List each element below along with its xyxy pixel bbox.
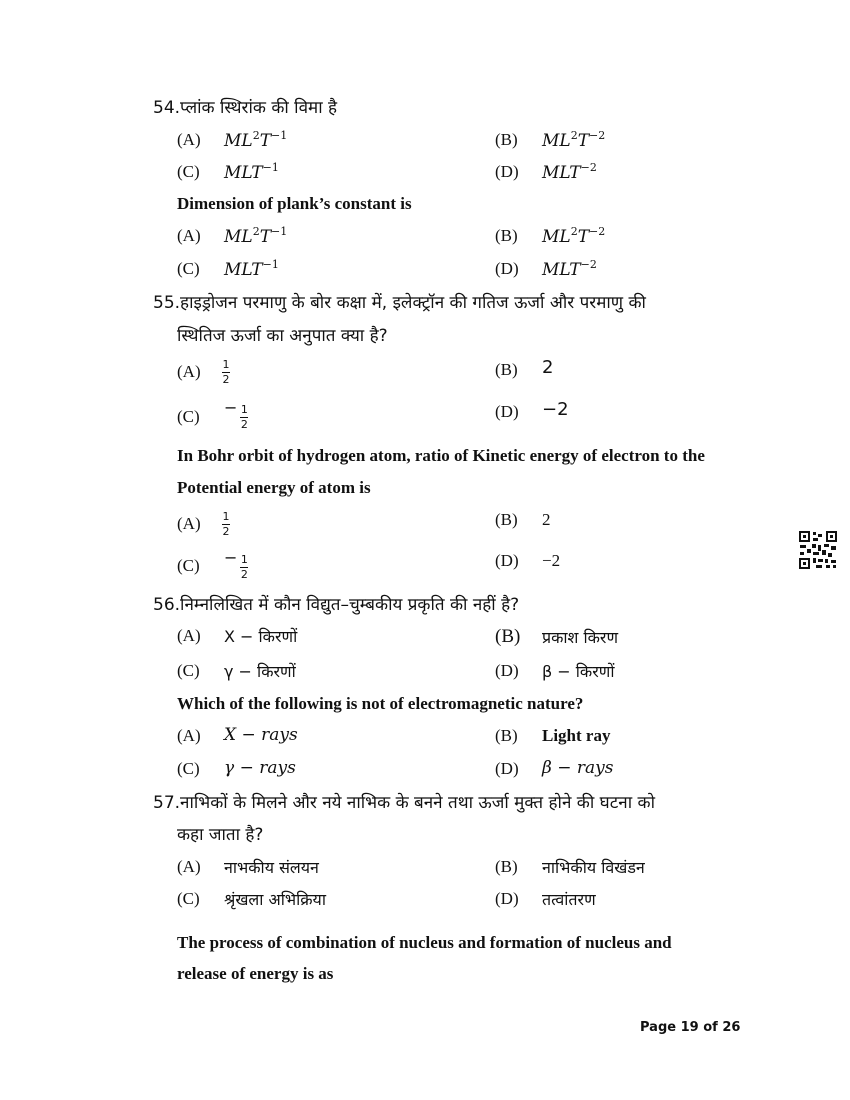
- q55-en-option-d: −2: [542, 551, 561, 570]
- q57-english-text-line2: release of energy is as: [177, 964, 334, 983]
- q54-hi-label-a: (A): [177, 130, 201, 149]
- q55-en-option-c: − $\frac{1}{2}$: [224, 548, 248, 581]
- q57-hi-option-b: नाभिकीय विखंडन: [542, 858, 645, 877]
- q56-english-text: Which of the following is not of electromagnetic nature?: [177, 694, 584, 713]
- q54-en-label-b: (B): [495, 226, 518, 245]
- q57-hi-option-a: नाभकीय संलयन: [224, 858, 319, 877]
- q54-en-label-a: (A): [177, 226, 201, 245]
- q54-hi-option-a: $ML^2T^{-1}$: [224, 129, 288, 151]
- q56-hi-option-d: β − किरणों: [542, 662, 615, 681]
- q54-en-option-a: $ML^2T^{-1}$: [224, 225, 288, 247]
- q57-hindi-text-line1: 57.नाभिकों के मिलने और नये नाभिक के बनने तथा ऊर्जा मुक्त होने की घटना को: [153, 793, 655, 813]
- q55-en-label-d: (D): [495, 551, 519, 570]
- q56-hindi-text: 56.निम्नलिखित में कौन विद्युत–चुम्बकीय प्रकृति की नहीं है?: [153, 595, 520, 615]
- q56-hi-option-c: γ − किरणों: [224, 662, 296, 681]
- q55-english-text-line1: In Bohr orbit of hydrogen atom, ratio of Kinetic energy of electron to the: [177, 446, 705, 465]
- q57-hi-option-c: श्रृंखला अभिक्रिया: [224, 890, 326, 909]
- q56-en-option-d: β − rays: [542, 758, 614, 778]
- q55-hindi-text-line2: स्थितिज ऊर्जा का अनुपात क्या है?: [177, 326, 388, 346]
- q55-hi-option-a: $\frac{1}{2}$: [222, 358, 230, 386]
- q56-hi-label-b: (B): [495, 626, 521, 647]
- q54-en-option-c: $MLT^{-1}$: [224, 258, 279, 280]
- q57-hi-label-b: (B): [495, 857, 518, 876]
- q56-en-label-c: (C): [177, 759, 200, 778]
- q55-hi-option-d: −2: [542, 399, 569, 420]
- q55-hi-label-b: (B): [495, 360, 518, 379]
- q55-en-label-b: (B): [495, 510, 518, 529]
- q54-en-option-d: $MLT^{-2}$: [542, 258, 597, 280]
- q55-en-option-b: 2: [542, 510, 551, 529]
- q54-hi-option-b: $ML^2T^{-2}$: [542, 129, 606, 151]
- q54-en-option-b: $ML^2T^{-2}$: [542, 225, 606, 247]
- q57-hindi-text-line2: कहा जाता है?: [177, 825, 264, 845]
- q55-english-text-line2: Potential energy of atom is: [177, 478, 371, 497]
- q56-en-option-b: Light ray: [542, 726, 611, 745]
- q54-hi-label-d: (D): [495, 162, 519, 181]
- q56-hi-label-c: (C): [177, 661, 200, 680]
- q54-hi-option-c: $MLT^{-1}$: [224, 161, 279, 183]
- q56-hi-option-b: प्रकाश किरण: [542, 628, 619, 647]
- q56-hi-option-a: X − किरणों: [224, 627, 298, 646]
- q54-hi-label-c: (C): [177, 162, 200, 181]
- q57-hi-option-d: तत्वांतरण: [542, 890, 596, 909]
- q57-hi-label-a: (A): [177, 857, 201, 876]
- q56-en-label-b: (B): [495, 726, 518, 745]
- q57-english-text-line1: The process of combination of nucleus and formation of nucleus and: [177, 933, 672, 952]
- qr-code-icon: [798, 530, 838, 570]
- q56-en-label-d: (D): [495, 759, 519, 778]
- q55-en-label-c: (C): [177, 556, 200, 575]
- q54-hi-option-d: $MLT^{-2}$: [542, 161, 597, 183]
- q55-hi-label-a: (A): [177, 362, 201, 381]
- q57-hi-label-c: (C): [177, 889, 200, 908]
- q56-en-option-a: X − rays: [224, 725, 298, 745]
- page-number: Page 19 of 26: [640, 1020, 741, 1035]
- q55-hi-label-d: (D): [495, 402, 519, 421]
- q55-hindi-text-line1: 55.हाइड्रोजन परमाणु के बोर कक्षा में, इलेक्ट्रॉन की गतिज ऊर्जा और परमाणु की: [153, 293, 646, 313]
- q54-en-label-c: (C): [177, 259, 200, 278]
- q55-hi-label-c: (C): [177, 407, 200, 426]
- q54-hi-label-b: (B): [495, 130, 518, 149]
- q54-en-label-d: (D): [495, 259, 519, 278]
- q56-en-label-a: (A): [177, 726, 201, 745]
- q55-hi-option-c: − $\frac{1}{2}$: [224, 398, 248, 431]
- q57-hi-label-d: (D): [495, 889, 519, 908]
- q54-english-text: Dimension of plank’s constant is: [177, 194, 412, 213]
- q54-hindi-text: 54.प्लांक स्थिरांक की विमा है: [153, 98, 338, 118]
- q56-en-option-c: γ − rays: [224, 758, 296, 778]
- q55-en-option-a: $\frac{1}{2}$: [222, 510, 230, 538]
- q55-en-label-a: (A): [177, 514, 201, 533]
- q56-hi-label-a: (A): [177, 626, 201, 645]
- q56-hi-label-d: (D): [495, 661, 519, 680]
- q55-hi-option-b: 2: [542, 357, 554, 378]
